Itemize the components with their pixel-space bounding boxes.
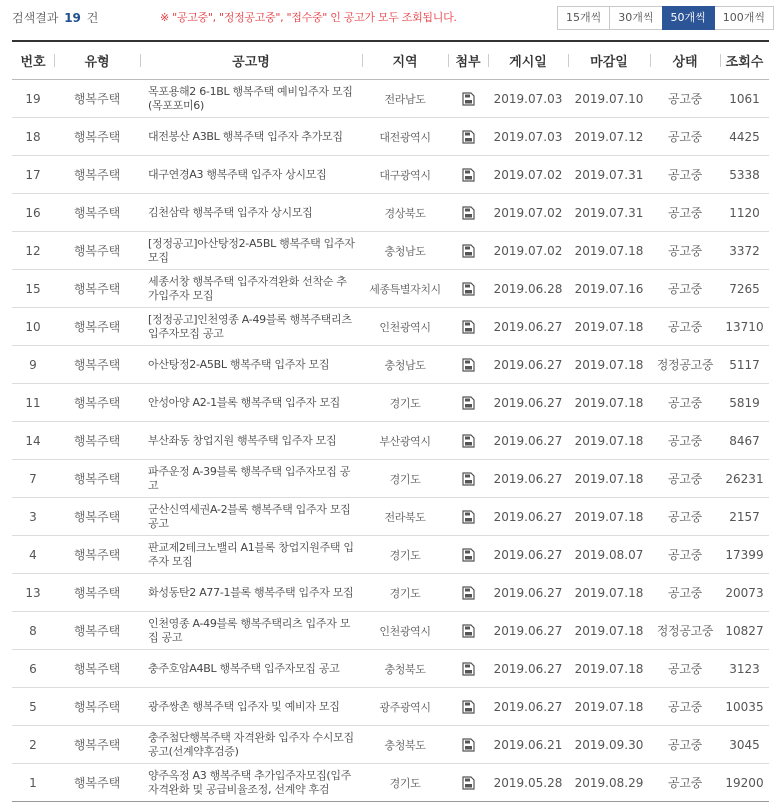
table-row — [12, 194, 769, 232]
cell-type: 행복주택 — [54, 764, 140, 802]
table-row — [12, 118, 769, 156]
table-row — [12, 232, 769, 270]
column-header-attachment: 첨부 — [448, 41, 488, 80]
cell-status: 공고중 — [650, 384, 720, 422]
cell-type: 행복주택 — [54, 270, 140, 308]
cell-posted-date: 2019.06.27 — [488, 346, 568, 384]
file-attachment-icon[interactable] — [462, 320, 475, 334]
cell-posted-date: 2019.06.27 — [488, 308, 568, 346]
column-header-deadline: 마감일 — [568, 41, 650, 80]
column-header-title: 공고명 — [140, 41, 362, 80]
cell-views: 3045 — [720, 726, 769, 764]
cell-posted-date: 2019.06.28 — [488, 270, 568, 308]
cell-status: 정정공고중 — [650, 346, 720, 384]
cell-attachment — [448, 384, 488, 422]
cell-number: 7 — [12, 460, 54, 498]
cell-attachment — [448, 498, 488, 536]
cell-attachment — [448, 764, 488, 802]
cell-type: 행복주택 — [54, 118, 140, 156]
cell-deadline-date: 2019.08.29 — [568, 764, 650, 802]
cell-number: 15 — [12, 270, 54, 308]
cell-posted-date: 2019.06.27 — [488, 536, 568, 574]
cell-deadline-date: 2019.07.12 — [568, 118, 650, 156]
table-row — [12, 574, 769, 612]
cell-deadline-date: 2019.07.18 — [568, 612, 650, 650]
announcement-title-link[interactable]: 세종서창 행복주택 입주자격완화 선착순 추가입주자 모집 — [140, 270, 362, 308]
cell-views: 8467 — [720, 422, 769, 460]
cell-region: 경기도 — [362, 574, 448, 612]
cell-views: 3123 — [720, 650, 769, 688]
cell-number: 1 — [12, 764, 54, 802]
cell-views: 7265 — [720, 270, 769, 308]
file-attachment-icon[interactable] — [462, 434, 475, 448]
cell-type: 행복주택 — [54, 80, 140, 118]
announcement-title-link[interactable]: 화성동탄2 A77-1블록 행복주택 입주자 모집 — [140, 574, 362, 612]
file-attachment-icon[interactable] — [462, 662, 475, 676]
page-size-button-30개씩[interactable]: 30개씩 — [609, 6, 662, 30]
file-attachment-icon[interactable] — [462, 510, 475, 524]
announcement-title-link[interactable]: 대전봉산 A3BL 행복주택 입주자 추가모집 — [140, 118, 362, 156]
page-size-selector — [558, 6, 774, 30]
cell-attachment — [448, 270, 488, 308]
cell-views: 4425 — [720, 118, 769, 156]
cell-posted-date: 2019.07.03 — [488, 80, 568, 118]
cell-deadline-date: 2019.07.18 — [568, 346, 650, 384]
cell-attachment — [448, 574, 488, 612]
announcement-title-link[interactable]: 충주첨단행복주택 자격완화 입주자 수시모집공고(선계약후검증) — [140, 726, 362, 764]
cell-deadline-date: 2019.07.10 — [568, 80, 650, 118]
cell-views: 1061 — [720, 80, 769, 118]
cell-posted-date: 2019.06.27 — [488, 612, 568, 650]
table-row — [12, 726, 769, 764]
cell-region: 경기도 — [362, 764, 448, 802]
cell-status: 공고중 — [650, 308, 720, 346]
cell-status: 공고중 — [650, 194, 720, 232]
cell-deadline-date: 2019.07.31 — [568, 194, 650, 232]
cell-status: 공고중 — [650, 650, 720, 688]
cell-status: 공고중 — [650, 536, 720, 574]
cell-number: 11 — [12, 384, 54, 422]
cell-attachment — [448, 650, 488, 688]
cell-type: 행복주택 — [54, 498, 140, 536]
cell-status: 공고중 — [650, 460, 720, 498]
table-row — [12, 270, 769, 308]
cell-attachment — [448, 688, 488, 726]
announcement-title-link[interactable]: 인천영종 A-49블록 행복주택리츠 입주자 모집 공고 — [140, 612, 362, 650]
file-attachment-icon[interactable] — [462, 586, 475, 600]
cell-type: 행복주택 — [54, 688, 140, 726]
cell-posted-date: 2019.07.02 — [488, 232, 568, 270]
cell-region: 전라북도 — [362, 498, 448, 536]
announcement-title-link[interactable]: 파주운정 A-39블록 행복주택 입주자모집 공고 — [140, 460, 362, 498]
cell-number: 19 — [12, 80, 54, 118]
cell-posted-date: 2019.06.27 — [488, 460, 568, 498]
cell-deadline-date: 2019.07.31 — [568, 156, 650, 194]
cell-attachment — [448, 308, 488, 346]
column-header-no: 번호 — [12, 41, 54, 80]
cell-views: 13710 — [720, 308, 769, 346]
cell-attachment — [448, 80, 488, 118]
result-count: 19 — [64, 11, 81, 25]
file-attachment-icon[interactable] — [462, 206, 475, 220]
cell-region: 충청남도 — [362, 346, 448, 384]
cell-number: 8 — [12, 612, 54, 650]
cell-type: 행복주택 — [54, 232, 140, 270]
file-attachment-icon[interactable] — [462, 168, 475, 182]
cell-attachment — [448, 346, 488, 384]
column-header-posted: 게시일 — [488, 41, 568, 80]
announcement-title-link[interactable]: 목포용해2 6-1BL 행복주택 예비입주자 모집(목포포미6) — [140, 80, 362, 118]
cell-attachment — [448, 232, 488, 270]
cell-region: 세종특별자치시 — [362, 270, 448, 308]
cell-region: 전라남도 — [362, 80, 448, 118]
announcement-title-link[interactable]: 김천삼락 행복주택 입주자 상시모집 — [140, 194, 362, 232]
cell-region: 부산광역시 — [362, 422, 448, 460]
cell-attachment — [448, 422, 488, 460]
cell-region: 인천광역시 — [362, 308, 448, 346]
cell-deadline-date: 2019.07.18 — [568, 422, 650, 460]
table-row — [12, 764, 769, 802]
cell-type: 행복주택 — [54, 612, 140, 650]
file-attachment-icon[interactable] — [462, 130, 475, 144]
cell-region: 경기도 — [362, 384, 448, 422]
cell-number: 13 — [12, 574, 54, 612]
file-attachment-icon[interactable] — [462, 776, 475, 790]
cell-type: 행복주택 — [54, 156, 140, 194]
file-attachment-icon[interactable] — [462, 396, 475, 410]
cell-views: 26231 — [720, 460, 769, 498]
cell-status: 공고중 — [650, 574, 720, 612]
table-row — [12, 612, 769, 650]
page-size-button-15개씩[interactable]: 15개씩 — [557, 6, 610, 30]
file-attachment-icon[interactable] — [462, 244, 475, 258]
cell-status: 공고중 — [650, 270, 720, 308]
file-attachment-icon[interactable] — [462, 738, 475, 752]
cell-attachment — [448, 536, 488, 574]
file-attachment-icon[interactable] — [462, 92, 475, 106]
cell-views: 5117 — [720, 346, 769, 384]
announcement-title-link[interactable]: 부산좌동 창업지원 행복주택 입주자 모집 — [140, 422, 362, 460]
announcement-title-link[interactable]: 충주호암A4BL 행복주택 입주자모집 공고 — [140, 650, 362, 688]
table-row — [12, 688, 769, 726]
cell-number: 18 — [12, 118, 54, 156]
cell-status: 공고중 — [650, 726, 720, 764]
cell-posted-date: 2019.07.02 — [488, 156, 568, 194]
cell-number: 9 — [12, 346, 54, 384]
cell-posted-date: 2019.06.27 — [488, 498, 568, 536]
list-toolbar — [0, 0, 782, 38]
cell-region: 인천광역시 — [362, 612, 448, 650]
cell-number: 16 — [12, 194, 54, 232]
cell-number: 6 — [12, 650, 54, 688]
cell-number: 12 — [12, 232, 54, 270]
cell-region: 광주광역시 — [362, 688, 448, 726]
column-header-region: 지역 — [362, 41, 448, 80]
table-row — [12, 308, 769, 346]
cell-deadline-date: 2019.07.18 — [568, 574, 650, 612]
cell-views: 1120 — [720, 194, 769, 232]
announcement-title-link[interactable]: 양주옥정 A3 행복주택 추가입주자모집(입주자격완화 및 공급비율조정, 선계약 후검 — [140, 764, 362, 802]
cell-views: 19200 — [720, 764, 769, 802]
cell-number: 4 — [12, 536, 54, 574]
cell-type: 행복주택 — [54, 460, 140, 498]
cell-attachment — [448, 612, 488, 650]
page-size-button-50개씩[interactable]: 50개씩 — [662, 6, 715, 30]
cell-region: 충청남도 — [362, 232, 448, 270]
cell-status: 공고중 — [650, 232, 720, 270]
table-body — [12, 80, 769, 802]
file-attachment-icon[interactable] — [462, 624, 475, 638]
announcement-title-link[interactable]: 안성아양 A2-1블록 행복주택 입주자 모집 — [140, 384, 362, 422]
cell-attachment — [448, 194, 488, 232]
table-row — [12, 156, 769, 194]
cell-number: 3 — [12, 498, 54, 536]
cell-region: 경상북도 — [362, 194, 448, 232]
search-result-summary — [12, 9, 98, 26]
page-size-button-100개씩[interactable]: 100개씩 — [714, 6, 774, 30]
cell-region: 경기도 — [362, 536, 448, 574]
announcement-title-link[interactable]: 판교제2테크노밸리 A1블록 창업지원주택 입주자 모집 — [140, 536, 362, 574]
status-notice: ※ "공고중", "정정공고중", "접수중" 인 공고가 모두 조회됩니다. — [160, 11, 457, 24]
cell-deadline-date: 2019.08.07 — [568, 536, 650, 574]
cell-region: 대전광역시 — [362, 118, 448, 156]
cell-type: 행복주택 — [54, 574, 140, 612]
cell-deadline-date: 2019.09.30 — [568, 726, 650, 764]
cell-deadline-date: 2019.07.18 — [568, 232, 650, 270]
table-row — [12, 384, 769, 422]
cell-number: 17 — [12, 156, 54, 194]
cell-deadline-date: 2019.07.16 — [568, 270, 650, 308]
cell-posted-date: 2019.06.27 — [488, 574, 568, 612]
cell-number: 14 — [12, 422, 54, 460]
table-row — [12, 346, 769, 384]
cell-type: 행복주택 — [54, 384, 140, 422]
cell-views: 10827 — [720, 612, 769, 650]
cell-attachment — [448, 460, 488, 498]
cell-type: 행복주택 — [54, 650, 140, 688]
cell-type: 행복주택 — [54, 536, 140, 574]
announcement-title-link[interactable]: [정정공고]아산탕정2-A5BL 행복주택 입주자 모집 — [140, 232, 362, 270]
cell-views: 5819 — [720, 384, 769, 422]
table-row — [12, 650, 769, 688]
table-row — [12, 460, 769, 498]
column-header-status: 상태 — [650, 41, 720, 80]
cell-deadline-date: 2019.07.18 — [568, 308, 650, 346]
cell-deadline-date: 2019.07.18 — [568, 460, 650, 498]
cell-posted-date: 2019.07.02 — [488, 194, 568, 232]
cell-views: 17399 — [720, 536, 769, 574]
announcement-title-link[interactable]: 대구연경A3 행복주택 입주자 상시모집 — [140, 156, 362, 194]
column-header-views: 조회수 — [720, 41, 769, 80]
cell-posted-date: 2019.06.27 — [488, 650, 568, 688]
announcement-title-link[interactable]: 아산탕정2-A5BL 행복주택 입주자 모집 — [140, 346, 362, 384]
cell-deadline-date: 2019.07.18 — [568, 688, 650, 726]
cell-status: 공고중 — [650, 156, 720, 194]
cell-status: 공고중 — [650, 498, 720, 536]
cell-views: 10035 — [720, 688, 769, 726]
cell-region: 경기도 — [362, 460, 448, 498]
cell-attachment — [448, 156, 488, 194]
table-row — [12, 536, 769, 574]
column-header-type: 유형 — [54, 41, 140, 80]
cell-views: 2157 — [720, 498, 769, 536]
cell-deadline-date: 2019.07.18 — [568, 650, 650, 688]
cell-type: 행복주택 — [54, 726, 140, 764]
cell-type: 행복주택 — [54, 308, 140, 346]
file-attachment-icon[interactable] — [462, 472, 475, 486]
cell-views: 20073 — [720, 574, 769, 612]
cell-type: 행복주택 — [54, 422, 140, 460]
file-attachment-icon[interactable] — [462, 358, 475, 372]
cell-number: 10 — [12, 308, 54, 346]
cell-views: 5338 — [720, 156, 769, 194]
cell-number: 2 — [12, 726, 54, 764]
result-suffix: 건 — [86, 11, 99, 25]
cell-region: 충청북도 — [362, 726, 448, 764]
cell-status: 공고중 — [650, 764, 720, 802]
announcement-title-link[interactable]: [정정공고]인천영종 A-49블록 행복주택리츠 입주자모집 공고 — [140, 308, 362, 346]
cell-number: 5 — [12, 688, 54, 726]
cell-posted-date: 2019.06.27 — [488, 384, 568, 422]
table-row — [12, 80, 769, 118]
cell-region: 충청북도 — [362, 650, 448, 688]
cell-deadline-date: 2019.07.18 — [568, 384, 650, 422]
cell-status: 공고중 — [650, 688, 720, 726]
cell-type: 행복주택 — [54, 346, 140, 384]
cell-status: 공고중 — [650, 80, 720, 118]
cell-posted-date: 2019.07.03 — [488, 118, 568, 156]
file-attachment-icon[interactable] — [462, 700, 475, 714]
table-row — [12, 498, 769, 536]
cell-posted-date: 2019.05.28 — [488, 764, 568, 802]
file-attachment-icon[interactable] — [462, 282, 475, 296]
file-attachment-icon[interactable] — [462, 548, 475, 562]
cell-posted-date: 2019.06.21 — [488, 726, 568, 764]
cell-attachment — [448, 726, 488, 764]
announcement-title-link[interactable]: 군산신역세권A-2블록 행복주택 입주자 모집공고 — [140, 498, 362, 536]
cell-posted-date: 2019.06.27 — [488, 422, 568, 460]
table-row — [12, 422, 769, 460]
cell-deadline-date: 2019.07.18 — [568, 498, 650, 536]
announcement-table — [12, 40, 769, 802]
cell-attachment — [448, 118, 488, 156]
announcement-title-link[interactable]: 광주쌍촌 행복주택 입주자 및 예비자 모집 — [140, 688, 362, 726]
cell-status: 정정공고중 — [650, 612, 720, 650]
cell-posted-date: 2019.06.27 — [488, 688, 568, 726]
cell-type: 행복주택 — [54, 194, 140, 232]
result-prefix: 검색결과 — [12, 11, 59, 25]
cell-status: 공고중 — [650, 118, 720, 156]
cell-region: 대구광역시 — [362, 156, 448, 194]
table-header-row — [12, 41, 769, 80]
cell-views: 3372 — [720, 232, 769, 270]
cell-status: 공고중 — [650, 422, 720, 460]
